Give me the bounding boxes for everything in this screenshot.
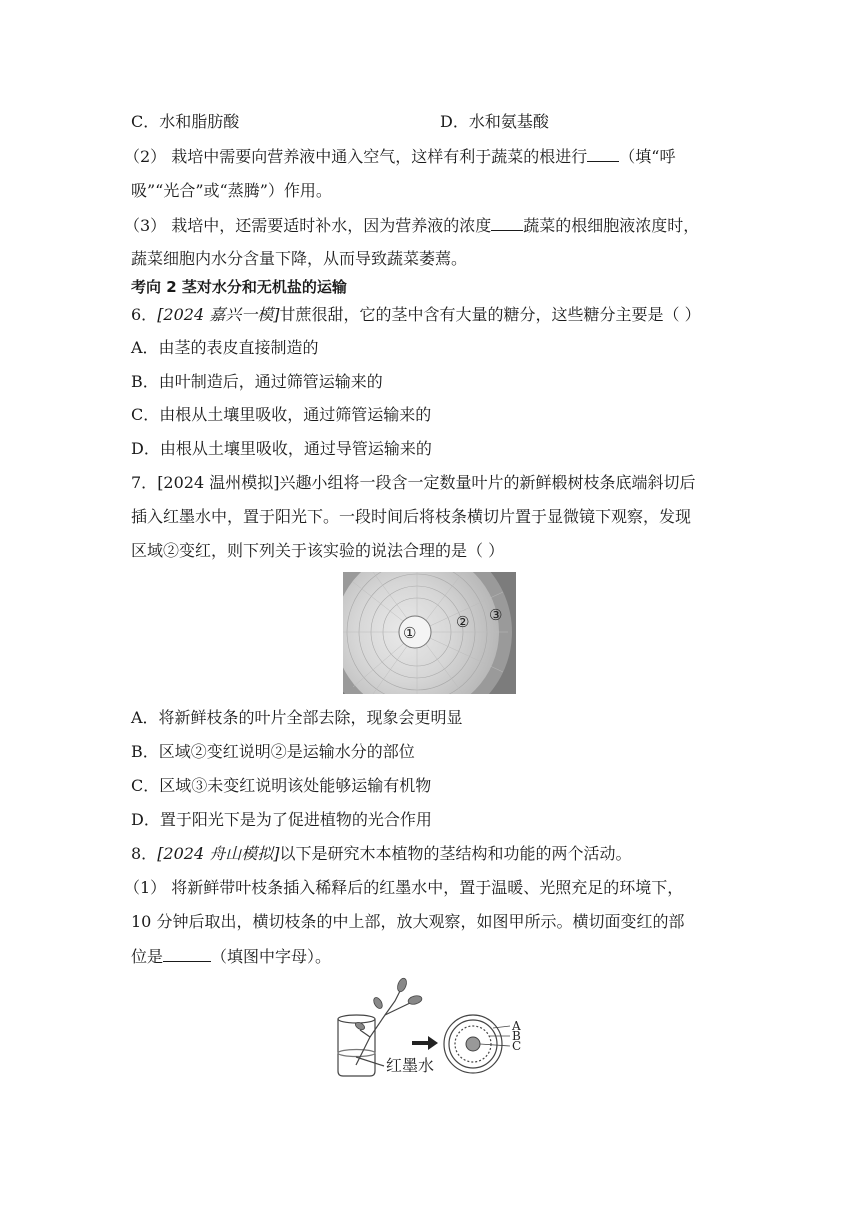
q7-stem-line2: 插入红墨水中，置于阳光下。一段时间后将枝条横切片置于显微镜下观察，发现 [131,507,692,526]
q6-stem [131,305,701,325]
q8-part1-text-after-blank: （填图中字母）。 [211,947,332,966]
q6-option-a: A．由茎的表皮直接制造的 [131,338,319,357]
region-2-label: ② [456,613,470,631]
red-ink-caption: 红墨水 [386,1056,435,1075]
q5-option-d: D．水和氨基酸 [440,112,549,131]
layer-a-label: A [512,1019,521,1033]
q7-option-c: C．区域③未变红说明该处能够运输有机物 [131,776,432,795]
q6-option-b: B．由叶制造后，通过筛管运输来的 [131,372,383,391]
twig-experiment-diagram [330,975,530,1081]
q8-question: 以下是研究木本植物的茎结构和功能的两个活动。 [279,844,632,863]
q7-stem-line3: 区域②变红，则下列关于该实验的说法合理的是（ ） [131,541,505,560]
q8-part1-text-before-blank: 位是 [131,947,164,966]
q5-part2-line2: 吸”“光合”或“蒸腾”）作用。 [131,181,332,200]
q8-part1-line1: （1） 将新鲜带叶枝条插入稀释后的红墨水中，置于温暖、光照充足的环境下， [124,878,684,897]
q5-option-c: C．水和脂肪酸 [131,112,240,131]
q8-stem [131,844,632,864]
q5-part3-text-after-blank: 蔬菜的根细胞液浓度时， [523,216,700,235]
q6-question: 甘蔗很甜，它的茎中含有大量的糖分，这些糖分主要是（ ） [279,305,701,324]
q8-source: [2024 舟山模拟] [157,844,280,863]
q7-option-b: B．区域②变红说明②是运输水分的部位 [131,742,415,761]
q7-stem-line1 [131,473,696,493]
region-3-label: ③ [489,606,503,624]
stem-cross-section-figure [343,572,516,694]
q5-part2-text-after-blank: （填“呼 [619,147,676,166]
q8-part1-line2: 10 分钟后取出，横切枝条的中上部，放大观察，如图甲所示。横切面变红的部 [131,912,685,931]
q7-source: [2024 温州模拟] [157,473,280,492]
q5-part3-line2: 蔬菜细胞内水分含量下降，从而导致蔬菜萎蔫。 [131,249,468,268]
q7-option-a: A．将新鲜枝条的叶片全部去除，现象会更明显 [131,708,463,727]
stem-cross-section-image [343,572,516,694]
q7-number: 7． [131,473,158,492]
section-heading: 考向 2 茎对水分和无机盐的运输 [131,278,347,296]
q5-part3-text-before-blank: （3） 栽培中，还需要适时补水，因为营养液的浓度 [124,216,492,235]
q7-question: 兴趣小组将一段含一定数量叶片的新鲜椴树枝条底端斜切后 [279,473,696,492]
q5-part2-text-before-blank: （2） 栽培中需要向营养液中通入空气，这样有利于蔬菜的根进行 [124,147,588,166]
q5-part3-line1 [124,215,699,236]
answer-blank[interactable] [491,215,523,231]
answer-blank[interactable] [587,146,619,162]
q7-option-d: D．置于阳光下是为了促进植物的光合作用 [131,810,432,829]
q6-option-d: D．由根从土壤里吸收，通过导管运输来的 [131,439,432,458]
q6-option-c: C．由根从土壤里吸收，通过筛管运输来的 [131,405,432,424]
q5-part2-line1 [124,146,675,167]
answer-blank[interactable] [163,946,211,962]
q6-number: 6． [131,305,158,324]
layer-b-label: B [512,1029,521,1043]
twig-experiment-figure [330,975,530,1081]
q8-part1-line3 [131,946,331,967]
region-1-label: ① [403,624,417,642]
layer-c-label: C [512,1039,522,1053]
q6-source: [2024 嘉兴一模] [157,305,280,324]
q8-number: 8． [131,844,158,863]
